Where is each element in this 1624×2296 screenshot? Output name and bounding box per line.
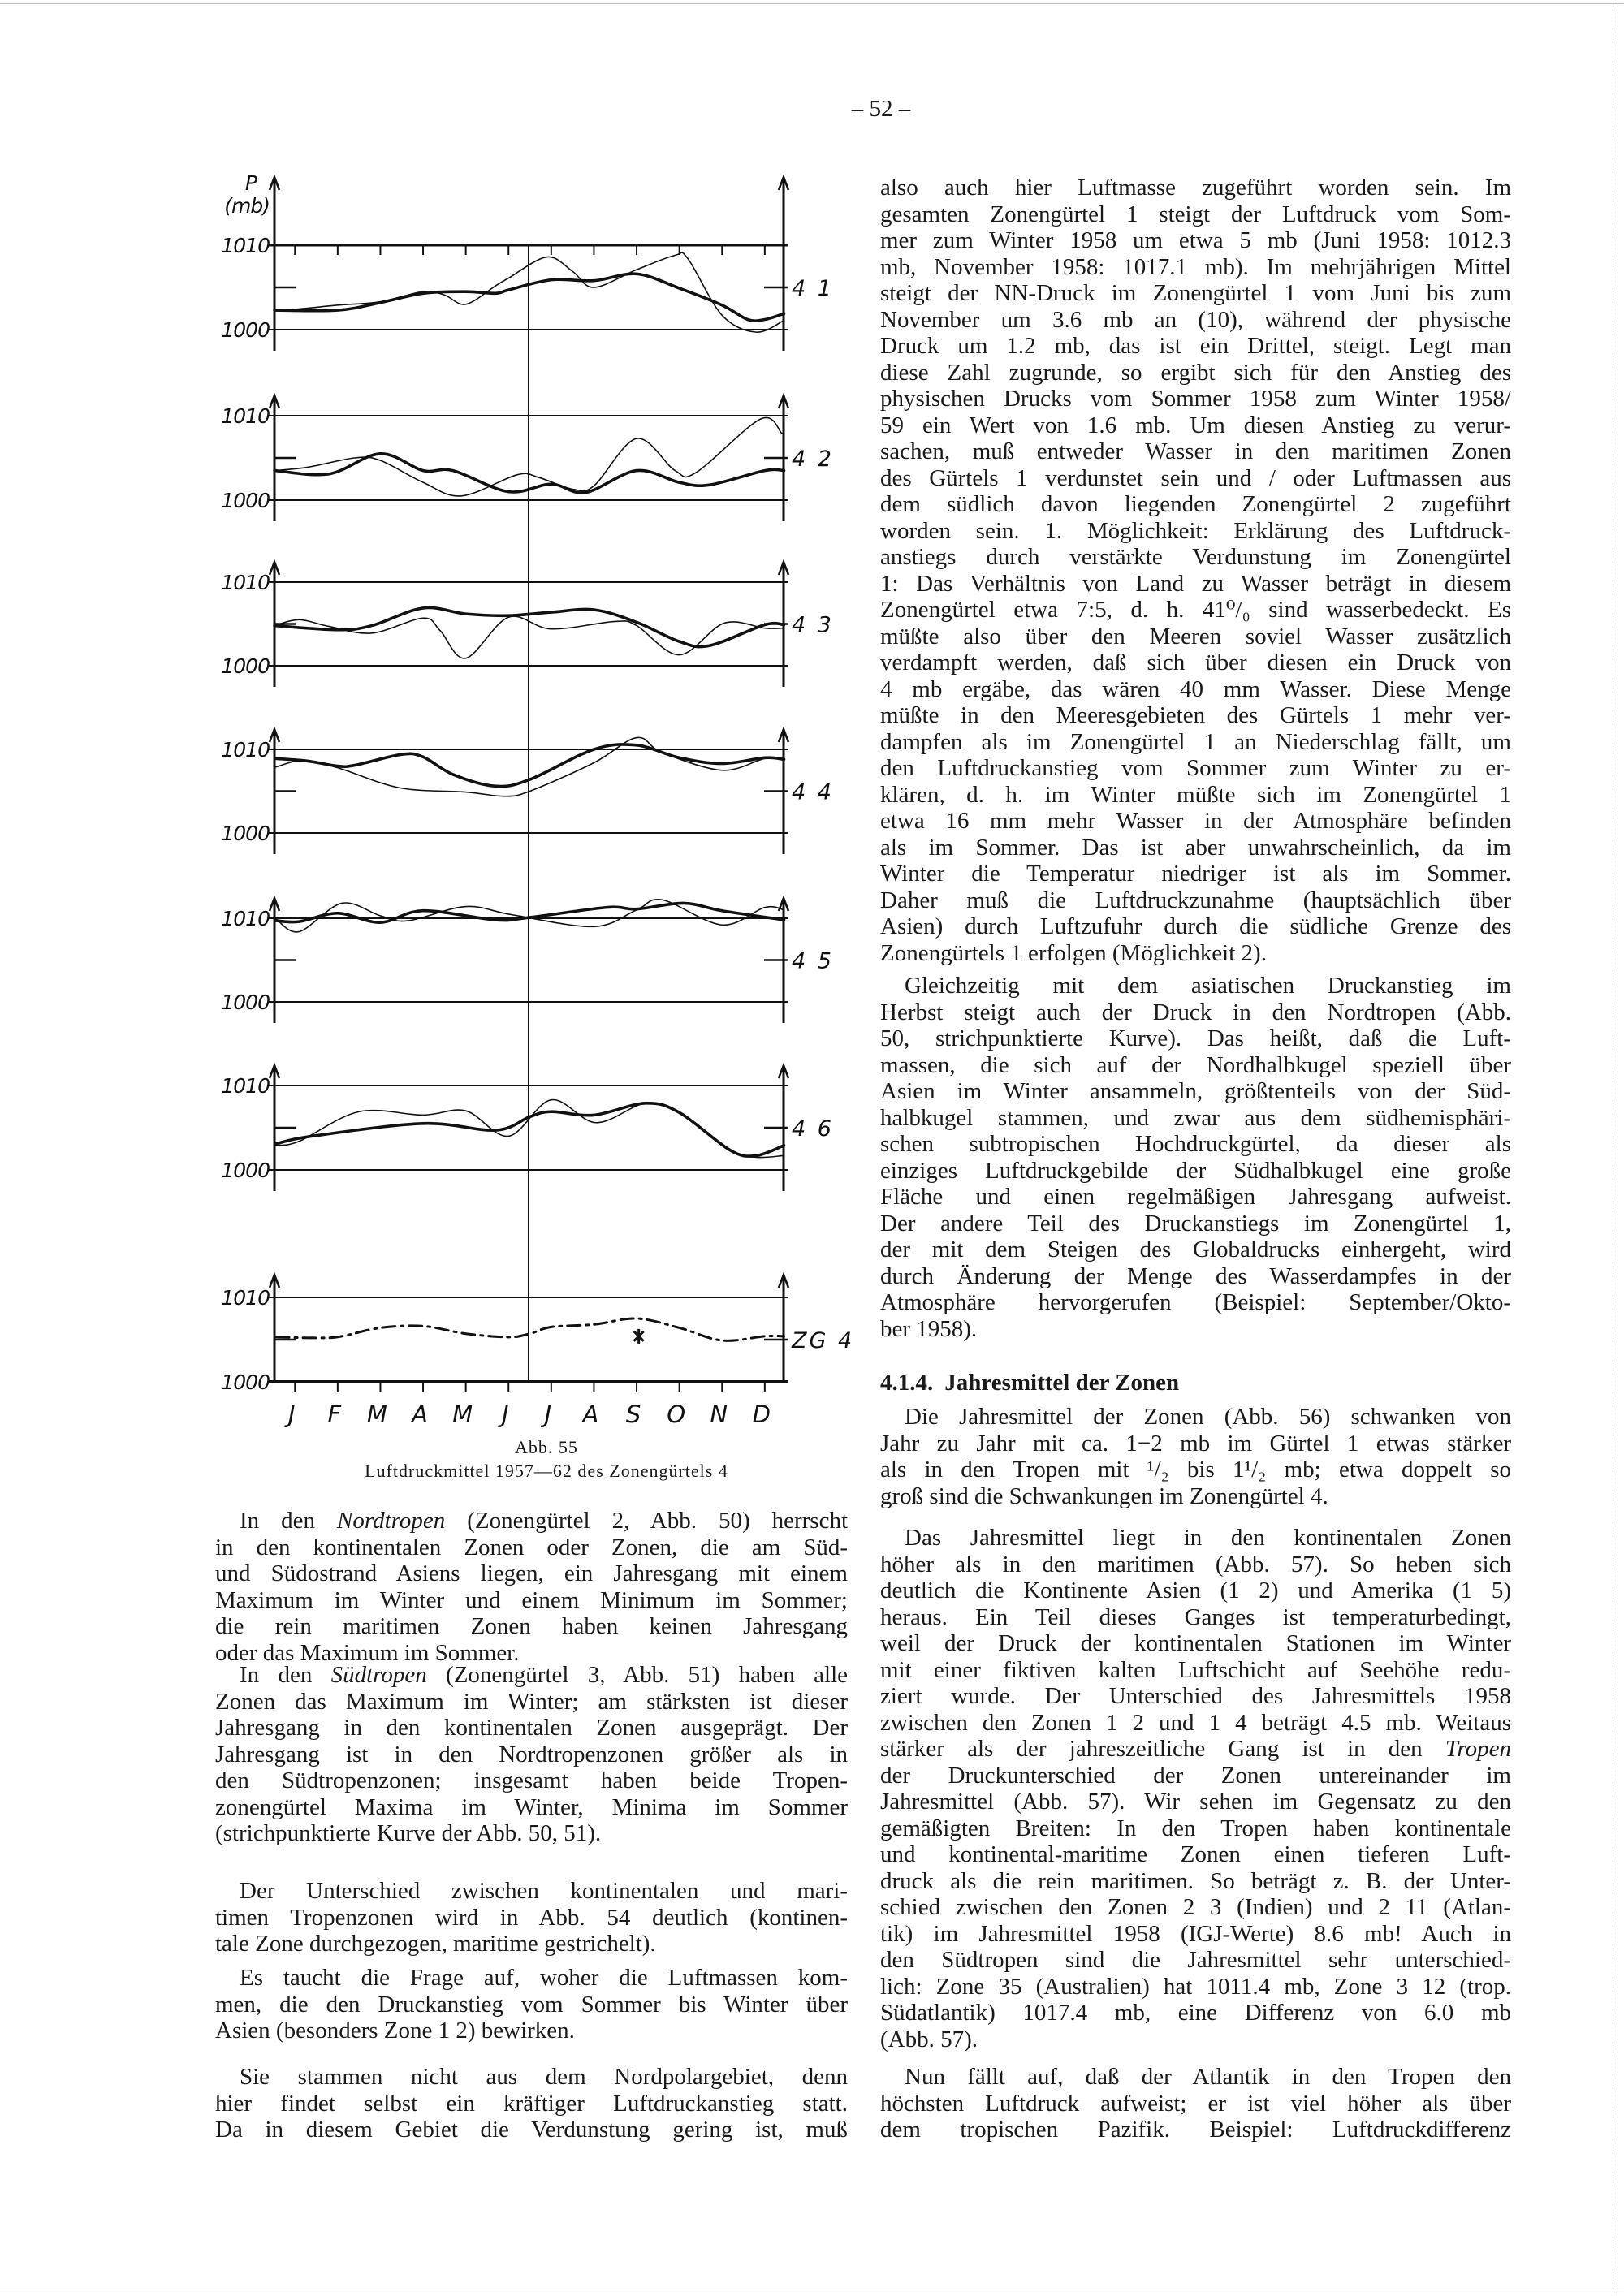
y-tick-label-1000: 1000 [221,489,270,512]
month-label: J [501,1400,509,1428]
zone-label: 4 6 [792,1116,834,1142]
y-tick-label-1000: 1000 [221,654,270,678]
text-line: In den Nordtropen (Zonengürtel 2, Abb. 50) herrscht [240,1508,848,1534]
text-line: massen, die sich auf der Nordhalbkugel speziell über [880,1051,1511,1078]
paragraph-suedtropen [215,1662,848,1847]
paragraph-unterschied [215,1878,848,1957]
text-line: halbkugel stammen, und zwar aus dem südhemisphäri- [880,1104,1511,1131]
text-line: Jahr zu Jahr mit ca. 1−2 mb im Gürtel 1 etwas stärker [880,1430,1511,1457]
zone-label: 4 1 [792,276,834,301]
text-line: Jahresmittel (Abb. 57). Wir sehen im Gegensatz zu den [880,1789,1511,1815]
text-line: Druck um 1.2 mb, das ist ein Drittel, steigt. Legt man [880,333,1511,359]
text-line: Asien im Winter ansammeln, größtenteils von der Süd- [880,1078,1511,1104]
text-line: höchsten Luftdruck aufweist; er ist viel höher als über [880,2090,1511,2117]
paragraph-atlantik [880,2064,1511,2143]
figure-caption: Luftdruckmittel 1957—62 des Zonengürtels 4 [365,1461,728,1481]
text-line: Winter die Temperatur niedriger ist als im Sommer. [880,861,1511,887]
text-line: groß sind die Schwankungen im Zonengürtel 4. [880,1482,1328,1509]
section-number: 4.1.4. [880,1370,934,1396]
series-thick-line [276,903,784,922]
text-line: diese Zahl zugrunde, so ergibt sich für den Anstieg des [880,359,1511,386]
text-line: 50, strichpunktierte Kurve). Das heißt, daß die Luft- [880,1025,1511,1051]
text-line: weil der Druck der kontinentalen Stationen im Winter [880,1630,1511,1656]
section-heading [880,1370,1179,1396]
y-tick-label-1000: 1000 [221,318,270,342]
text-line: Atmosphäre hervorgerufen (Beispiel: September/Okto- [880,1289,1511,1315]
text-line: durch Änderung der Menge des Wasserdampfes in der [880,1262,1511,1289]
text-line: müßte in den Meeresgebieten des Gürtels 1 mehr ver- [880,702,1511,728]
text-line: gemäßigten Breiten: In den Tropen haben kontinentale [880,1815,1511,1841]
y-axis-unit: (mb) [224,194,270,218]
y-tick-label-1000: 1000 [221,1159,270,1182]
text-line: die rein maritimen Zonen haben keinen Jahresgang [215,1613,848,1639]
text-line: Nun fällt auf, daß der Atlantik in den Tropen den [905,2064,1511,2090]
month-label: A [412,1400,428,1428]
text-line: men, die den Druckanstieg vom Sommer bis Winter über [215,1991,848,2018]
y-tick-label-1010: 1010 [221,234,270,257]
y-tick-label-1000: 1000 [221,990,270,1014]
text-line: den Südtropenzonen; insgesamt haben beide Tropen- [215,1767,848,1793]
text-line: worden sein. 1. Möglichkeit: Erklärung des Luftdruck- [880,517,1511,544]
paragraph-nordpolargebiet [215,2064,848,2143]
text-line: 59 ein Wert von 1.6 mb. Um diesen Anstieg zu verur- [880,412,1511,438]
text-line: dem tropischen Pazifik. Beispiel: Luftdruckdifferenz [880,2117,1511,2143]
series-mean-line [276,1318,784,1340]
text-line: zonengürtel Maxima im Winter, Minima im Sommer [215,1793,848,1820]
text-line: deutlich die Kontinente Asien (1 2) und Amerika (1 5) [880,1577,1511,1603]
y-tick-label-1000: 1000 [221,822,270,845]
text-line: also auch hier Luftmasse zugeführt worden sein. Im [880,175,1511,201]
text-line: Der Unterschied zwischen kontinentalen und mari- [240,1878,848,1904]
text-line: 1: Das Verhältnis von Land zu Wasser beträgt in diesem [880,570,1511,597]
month-label: J [287,1400,296,1428]
text-line: etwa 16 mm mehr Wasser in der Atmosphäre befinden [880,808,1511,834]
text-line: November um 3.6 mb an (10), während der physische [880,306,1511,333]
text-line: In den Südtropen (Zonengürtel 3, Abb. 51) haben alle [240,1662,848,1688]
text-line: anstiegs durch verstärkte Verdunstung im Zonengürtel [880,544,1511,570]
month-label: F [327,1400,342,1428]
text-line: den Südtropen sind die Jahresmittel sehr unterschied- [880,1947,1511,1973]
text-line: Daher muß die Luftdruckzunahme (hauptsächlich über [880,887,1511,913]
text-line: oder das Maximum im Sommer. [215,1639,520,1666]
text-line: schied zwischen den Zonen 2 3 (Indien) und 2 11 (Atlan- [880,1894,1511,1920]
text-line: der mit dem Steigen des Globaldrucks einhergeht, wird [880,1236,1511,1262]
text-line: der Druckunterschied der Zonen untereinander im [880,1762,1511,1789]
y-tick-label-1010: 1010 [221,404,270,428]
series-thick-line [276,744,784,787]
text-line: 4 mb ergäbe, das wären 40 mm Wasser. Diese Menge [880,675,1511,702]
text-line: Zonen das Maximum im Winter; am stärksten ist dieser [215,1688,848,1715]
y-tick-label-1010: 1010 [221,1074,270,1098]
month-label: M [452,1400,473,1428]
text-line: Der andere Teil des Druckanstiegs im Zonengürtel 1, [880,1210,1511,1236]
text-line: mer zum Winter 1958 um etwa 5 mb (Juni 1958: 1012.3 [880,227,1511,253]
text-line: heraus. Ein Teil dieses Ganges ist temperaturbedingt, [880,1603,1511,1630]
text-line: Es taucht die Frage auf, woher die Luftmassen kom- [240,1965,848,1991]
text-line: und kontinental-maritime Zonen einen tieferen Luft- [880,1841,1511,1867]
zone-label: 4 4 [792,779,834,805]
page-number: – 52 – [851,96,911,122]
text-line: steigt der NN-Druck im Zonengürtel 1 vom Juni bis zum [880,280,1511,306]
text-line: dem südlich davon liegenden Zonengürtel 2 zugeführt [880,491,1511,517]
text-line: Südatlantik) 1017.4 mb, eine Differenz von 6.0 mb [880,2000,1511,2026]
text-line: Zonengürtel etwa 7:5, d. h. 41⁰/₀ sind wasserbedeckt. Es [880,597,1511,623]
text-line: gesamten Zonengürtel 1 steigt der Luftdruck vom Som- [880,201,1511,227]
zone-label: 4 3 [792,612,834,638]
text-line: schen subtropischen Hochdruckgürtel, da dieser als [880,1131,1511,1157]
zone-label: 4 5 [792,948,834,974]
text-line: Das Jahresmittel liegt in den kontinentalen Zonen [905,1525,1511,1551]
month-label: D [752,1400,771,1428]
text-line: tik) im Jahresmittel 1958 (IGJ-Werte) 8.6 mb! Auch in [880,1920,1511,1947]
paragraph-jahresmittel-kontinental [880,1525,1511,2052]
text-line: sachen, muß entweder Wasser in den maritimen Zonen [880,438,1511,464]
text-line: lich: Zone 35 (Australien) hat 1011.4 mb, Zone 3 12 (trop. [880,1973,1511,2000]
section-title: Jahresmittel der Zonen [944,1370,1180,1396]
text-line: druck als die rein maritimen. So beträgt z. B. der Unter- [880,1867,1511,1894]
zone-label: 4 2 [792,447,834,472]
emphasis: Nordtropen [337,1508,446,1534]
text-line: als in den Tropen mit ¹/₂ bis 1¹/₂ mb; etwa doppelt so [880,1457,1511,1482]
text-line: müßte also über den Meeren soviel Wasser zusätzlich [880,623,1511,650]
zone-label: ZG 4 [792,1328,855,1353]
month-label: S [625,1400,641,1428]
text-line: Herbst steigt auch der Druck in den Nordtropen (Abb. [880,999,1511,1025]
text-line: ziert wurde. Der Unterschied des Jahresmittels 1958 [880,1683,1511,1709]
paragraph-gleichzeitig [880,973,1511,1342]
y-axis-symbol: P [244,171,257,195]
text-line: als im Sommer. Das ist aber unwahrscheinlich, da im [880,834,1511,861]
text-line: hier findet selbst ein kräftiger Luftdruckanstieg statt. [215,2090,848,2117]
text-line: Gleichzeitig mit dem asiatischen Druckanstieg im [905,973,1511,999]
text-line: (Abb. 57). [880,2026,978,2052]
paragraph-continued [880,175,1511,966]
paragraph-jahresmittel-schwankung [880,1404,1511,1509]
y-tick-label-1010: 1010 [221,907,270,930]
month-label: J [544,1400,552,1428]
text-line: physischen Drucks vom Sommer 1958 zum Winter 1958/ [880,386,1511,412]
text-line: Asien) durch Luftzufuhr durch die südliche Grenze des [880,913,1511,939]
text-line: des Gürtels 1 verdunstet sein und / oder Luftmassen aus [880,464,1511,491]
text-line: (strichpunktierte Kurve der Abb. 50, 51). [215,1820,602,1846]
asterisk-marker-icon [634,1329,644,1344]
figure-number: Abb. 55 [515,1437,578,1457]
text-line: Sie stammen nicht aus dem Nordpolargebiet, denn [240,2064,848,2090]
month-label: O [667,1400,686,1428]
text-line: mit einer fiktiven kalten Luftschicht auf Seehöhe redu- [880,1656,1511,1683]
text-line: den Luftdruckanstieg vom Sommer zum Winter zu er- [880,755,1511,781]
text-line: timen Tropenzonen wird in Abb. 54 deutlich (kontinen- [215,1904,848,1931]
emphasis: Tropen [1445,1736,1511,1762]
text-line: verdampft werden, daß sich über diesen ein Druck von [880,650,1511,675]
month-label: A [582,1400,599,1428]
paragraph-nordtropen [215,1508,848,1666]
series-thin-line [276,1099,784,1157]
text-line: Da in diesem Gebiet die Verdunstung gering ist, muß [215,2117,848,2143]
text-line: stärker als der jahreszeitliche Gang ist in den Tropen [880,1736,1511,1762]
emphasis: Südtropen [330,1662,427,1688]
text-line: Jahresgang in den kontinentalen Zonen ausgeprägt. Der [215,1715,848,1741]
text-line: Jahresgang ist in den Nordtropenzonen größer als in [215,1741,848,1767]
text-line: ber 1958). [880,1315,978,1342]
text-line: klären, d. h. im Winter müßte sich im Zonengürtel 1 [880,781,1511,808]
text-line: tale Zone durchgezogen, maritime gestrichelt). [215,1931,656,1957]
month-label: N [710,1400,728,1428]
text-line: in den kontinentalen Zonen oder Zonen, die am Süd- [215,1534,848,1560]
text-line: Fläche und einen regelmäßigen Jahresgang aufweist. [880,1184,1511,1210]
text-line: Asien (besonders Zone 1 2) bewirken. [215,2018,575,2044]
y-tick-label-1000: 1000 [221,1370,270,1394]
figure-abb-55-chart [0,0,861,1429]
text-line: dampfen als im Zonengürtel 1 an Niederschlag fällt, um [880,728,1511,755]
text-line: mb, November 1958: 1017.1 mb). Im mehrjährigen Mittel [880,253,1511,280]
text-line: Zonengürtels 1 erfolgen (Möglichkeit 2). [880,939,1267,966]
text-line: zwischen den Zonen 1 2 und 1 4 beträgt 4.5 mb. Weitaus [880,1709,1511,1736]
text-line: Die Jahresmittel der Zonen (Abb. 56) schwanken von [905,1404,1511,1430]
series-thick-line [276,1103,784,1156]
y-tick-label-1010: 1010 [221,738,270,762]
text-line: und Südostrand Asiens liegen, ein Jahresgang mit einem [215,1560,848,1586]
paragraph-frage [215,1965,848,2044]
text-line: Maximum im Winter und einem Minimum im Sommer; [215,1586,848,1613]
text-line: einziges Luftdruckgebilde der Südhalbkugel eine große [880,1157,1511,1184]
y-tick-label-1010: 1010 [221,1286,270,1310]
y-tick-label-1010: 1010 [221,571,270,594]
text-line: höher als in den maritimen (Abb. 57). So heben sich [880,1551,1511,1577]
month-label: M [366,1400,387,1428]
